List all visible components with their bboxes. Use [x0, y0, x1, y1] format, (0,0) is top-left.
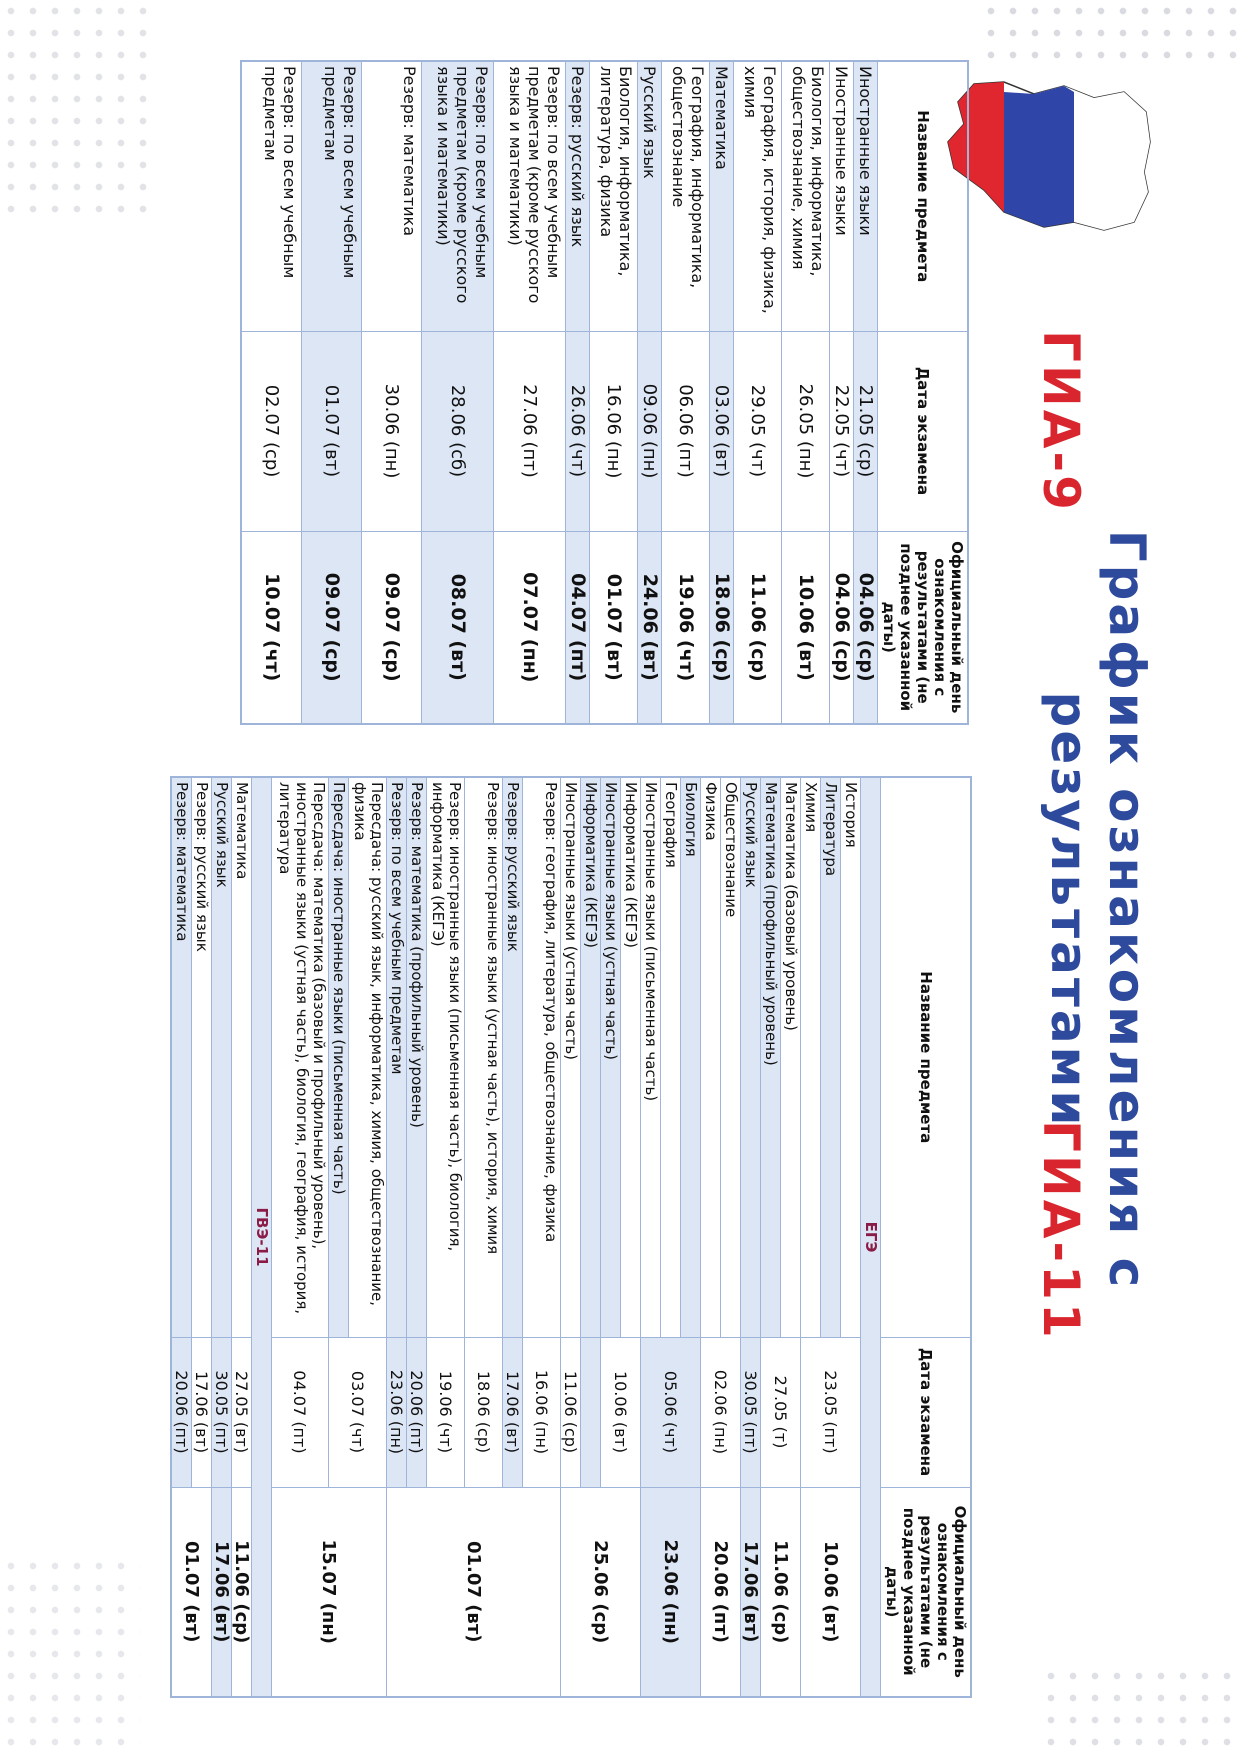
table-row — [710, 61, 734, 724]
date-cell: 09.06 (пн) — [638, 331, 662, 531]
result-cell: 11.06 (ср) — [734, 531, 782, 724]
subject-cell: Иностранные языки (устная часть) — [601, 777, 621, 1337]
table-row — [192, 777, 212, 1697]
result-cell: 19.06 (чт) — [662, 531, 710, 724]
subject-cell: Резерв: русский язык — [192, 777, 212, 1337]
result-cell: 04.06 (ср) — [830, 531, 854, 724]
date-cell: 02.06 (пн) — [701, 1337, 741, 1487]
result-cell: 11.06 (ср) — [232, 1487, 252, 1697]
result-cell: 24.06 (вт) — [638, 531, 662, 724]
date-cell: 01.07 (вт) — [302, 331, 362, 531]
section-header — [252, 777, 272, 1697]
subject-cell: Иностранные языки — [830, 61, 854, 331]
result-cell: 15.07 (пн) — [272, 1487, 387, 1697]
date-cell: 20.06 (пт) — [171, 1337, 192, 1487]
date-cell: 21.05 (ср) — [854, 331, 878, 531]
section-label: ГВЭ-11 — [252, 777, 272, 1697]
subject-cell: Резерв: иностранные языки (устная часть), история, химия — [465, 777, 503, 1337]
subject-cell: Резерв: по всем учебным предметам — [242, 61, 302, 331]
date-cell: 27.05 (вт) — [232, 1337, 252, 1487]
subject-cell: Русский язык — [212, 777, 232, 1337]
table-row — [781, 777, 801, 1697]
result-cell: 07.07 (пн) — [494, 531, 566, 724]
date-cell: 16.06 (пн) — [523, 1337, 561, 1487]
result-cell: 25.06 (ср) — [561, 1487, 641, 1697]
date-cell: 05.06 (чт) — [641, 1337, 701, 1487]
date-cell: 23.06 (пн) — [387, 1337, 407, 1487]
date-cell: 22.05 (чт) — [830, 331, 854, 531]
date-cell: 02.07 (ср) — [242, 331, 302, 531]
table-row — [302, 61, 362, 724]
date-cell — [581, 1337, 601, 1487]
table-row — [494, 61, 566, 724]
result-cell: 10.06 (вт) — [782, 531, 830, 724]
table-row — [523, 777, 561, 1697]
table-row — [741, 777, 761, 1697]
result-cell: 01.07 (вт) — [387, 1487, 561, 1697]
subject-cell: География — [661, 777, 681, 1337]
date-cell: 17.06 (вт) — [192, 1337, 212, 1487]
subject-cell: Математика — [232, 777, 252, 1337]
result-cell: 10.06 (вт) — [801, 1487, 861, 1697]
table-row — [566, 61, 590, 724]
table-row — [242, 61, 302, 724]
table-row — [422, 61, 494, 724]
subject-cell: Биология, информатика, литература, физика — [590, 61, 638, 331]
section-header — [861, 777, 881, 1697]
date-cell: 18.06 (ср) — [465, 1337, 503, 1487]
date-cell: 30.05 (пт) — [741, 1337, 761, 1487]
section-label: ЕГЭ — [861, 777, 881, 1697]
gia11-title: ГИА-11 — [1032, 1120, 1090, 1341]
subject-cell: Резерв: по всем учебным предметам (кроме русского языка и математики) — [422, 61, 494, 331]
table-row — [830, 61, 854, 724]
subject-cell: Литература — [821, 777, 841, 1337]
table-row — [841, 777, 861, 1697]
result-cell: 10.07 (чт) — [242, 531, 302, 724]
date-cell: 30.05 (пт) — [212, 1337, 232, 1487]
subject-cell: Биология — [681, 777, 701, 1337]
subject-cell: Резерв: математика — [362, 61, 422, 331]
result-cell: 23.06 (пн) — [641, 1487, 701, 1697]
russia-map-icon — [944, 72, 1154, 234]
subject-cell: Резерв: иностранные языки (письменная часть), биология, информатика (КЕГЭ) — [427, 777, 465, 1337]
date-cell: 27.05 (т) — [761, 1337, 801, 1487]
result-cell: 18.06 (ср) — [710, 531, 734, 724]
table-row — [662, 61, 710, 724]
table-row — [681, 777, 701, 1697]
table-row — [734, 61, 782, 724]
result-cell: 04.07 (пт) — [566, 531, 590, 724]
date-cell: 29.05 (чт) — [734, 331, 782, 531]
subject-cell: Иностранные языки — [854, 61, 878, 331]
subject-cell: География, информатика, обществознание — [662, 61, 710, 331]
result-cell: 17.06 (вт) — [212, 1487, 232, 1697]
column-header: Название предмета — [881, 777, 972, 1337]
subject-cell: Химия — [801, 777, 821, 1337]
subject-cell: География, история, физика, химия — [734, 61, 782, 331]
date-cell: 10.06 (вт) — [601, 1337, 641, 1487]
subject-cell: Физика — [701, 777, 721, 1337]
subject-cell: Резерв: математика — [171, 777, 192, 1337]
gia9-title: ГИА-9 — [1032, 330, 1090, 513]
column-header: Официальный день ознакомления с результатами (не позднее указанной даты) — [878, 531, 969, 724]
subject-cell: Пересдача: иностранные языки (письменная часть) — [329, 777, 349, 1337]
table-row — [721, 777, 741, 1697]
date-cell: 26.06 (чт) — [566, 331, 590, 531]
subject-cell: Пересдача: математика (базовый и профильный уровень), иностранные языки (устная часть), биология, география, история, литература — [272, 777, 329, 1337]
column-header: Дата экзамена — [878, 331, 969, 531]
subject-cell: Русский язык — [741, 777, 761, 1337]
subject-cell: Иностранные языки (устная часть) — [561, 777, 581, 1337]
subject-cell: Пересдача: русский язык, информатика, химия, обществознание, физика — [349, 777, 387, 1337]
result-cell: 01.07 (вт) — [171, 1487, 212, 1697]
date-cell: 20.06 (пт) — [407, 1337, 427, 1487]
table-row — [362, 61, 422, 724]
subject-cell: Русский язык — [638, 61, 662, 331]
result-cell: 17.06 (вт) — [741, 1487, 761, 1697]
date-cell: 04.07 (пт) — [272, 1337, 329, 1487]
date-cell: 17.06 (вт) — [503, 1337, 523, 1487]
date-cell: 03.06 (вт) — [710, 331, 734, 531]
subject-cell: Резерв: русский язык — [566, 61, 590, 331]
date-cell: 27.06 (пт) — [494, 331, 566, 531]
subject-cell: Математика — [710, 61, 734, 331]
result-cell: 09.07 (ср) — [302, 531, 362, 724]
subject-cell: История — [841, 777, 861, 1337]
table-row — [590, 61, 638, 724]
result-cell: 01.07 (вт) — [590, 531, 638, 724]
page-title: График ознакомления с результатами — [1040, 529, 1156, 1291]
result-cell: 11.06 (ср) — [761, 1487, 801, 1697]
subject-cell: Иностранные языки (письменная часть) — [641, 777, 661, 1337]
table-row — [349, 777, 387, 1697]
date-cell: 11.06 (ср) — [561, 1337, 581, 1487]
subject-cell: Биология, информатика, обществознание, химия — [782, 61, 830, 331]
date-cell: 23.05 (пт) — [801, 1337, 861, 1487]
column-header: Название предмета — [878, 61, 969, 331]
subject-cell: Резерв: по всем учебным предметам — [302, 61, 362, 331]
subject-cell: Информатика (КЕГЭ) — [621, 777, 641, 1337]
column-header: Дата экзамена — [881, 1337, 972, 1487]
table-row — [854, 61, 878, 724]
table-row — [212, 777, 232, 1697]
date-cell: 26.05 (пн) — [782, 331, 830, 531]
subject-cell: Резерв: математика (профильный уровень) — [407, 777, 427, 1337]
table-row — [782, 61, 830, 724]
subject-cell: Математика (профильный уровень) — [761, 777, 781, 1337]
gia9-table — [241, 60, 970, 725]
table-row — [232, 777, 252, 1697]
subject-cell: Резерв: по всем учебным предметам (кроме русского языка и математики) — [494, 61, 566, 331]
subject-cell: Математика (базовый уровень) — [781, 777, 801, 1337]
column-header: Официальный день ознакомления с результатами (не позднее указанной даты) — [881, 1487, 972, 1697]
subject-cell: Обществознание — [721, 777, 741, 1337]
date-cell: 30.06 (пн) — [362, 331, 422, 531]
result-cell: 09.07 (ср) — [362, 531, 422, 724]
subject-cell: Резерв: по всем учебным предметам — [387, 777, 407, 1337]
subject-cell: Резерв: география, литература, обществознание, физика — [523, 777, 561, 1337]
result-cell: 20.06 (пт) — [701, 1487, 741, 1697]
table-row — [638, 61, 662, 724]
date-cell: 03.07 (чт) — [329, 1337, 387, 1487]
result-cell: 04.06 (ср) — [854, 531, 878, 724]
subject-cell: Резерв: русский язык — [503, 777, 523, 1337]
table-row — [621, 777, 641, 1697]
date-cell: 19.06 (чт) — [427, 1337, 465, 1487]
date-cell: 16.06 (пн) — [590, 331, 638, 531]
gia11-table — [170, 776, 972, 1698]
result-cell: 08.07 (вт) — [422, 531, 494, 724]
date-cell: 06.06 (пт) — [662, 331, 710, 531]
date-cell: 28.06 (сб) — [422, 331, 494, 531]
subject-cell: Информатика (КЕГЭ) — [581, 777, 601, 1337]
